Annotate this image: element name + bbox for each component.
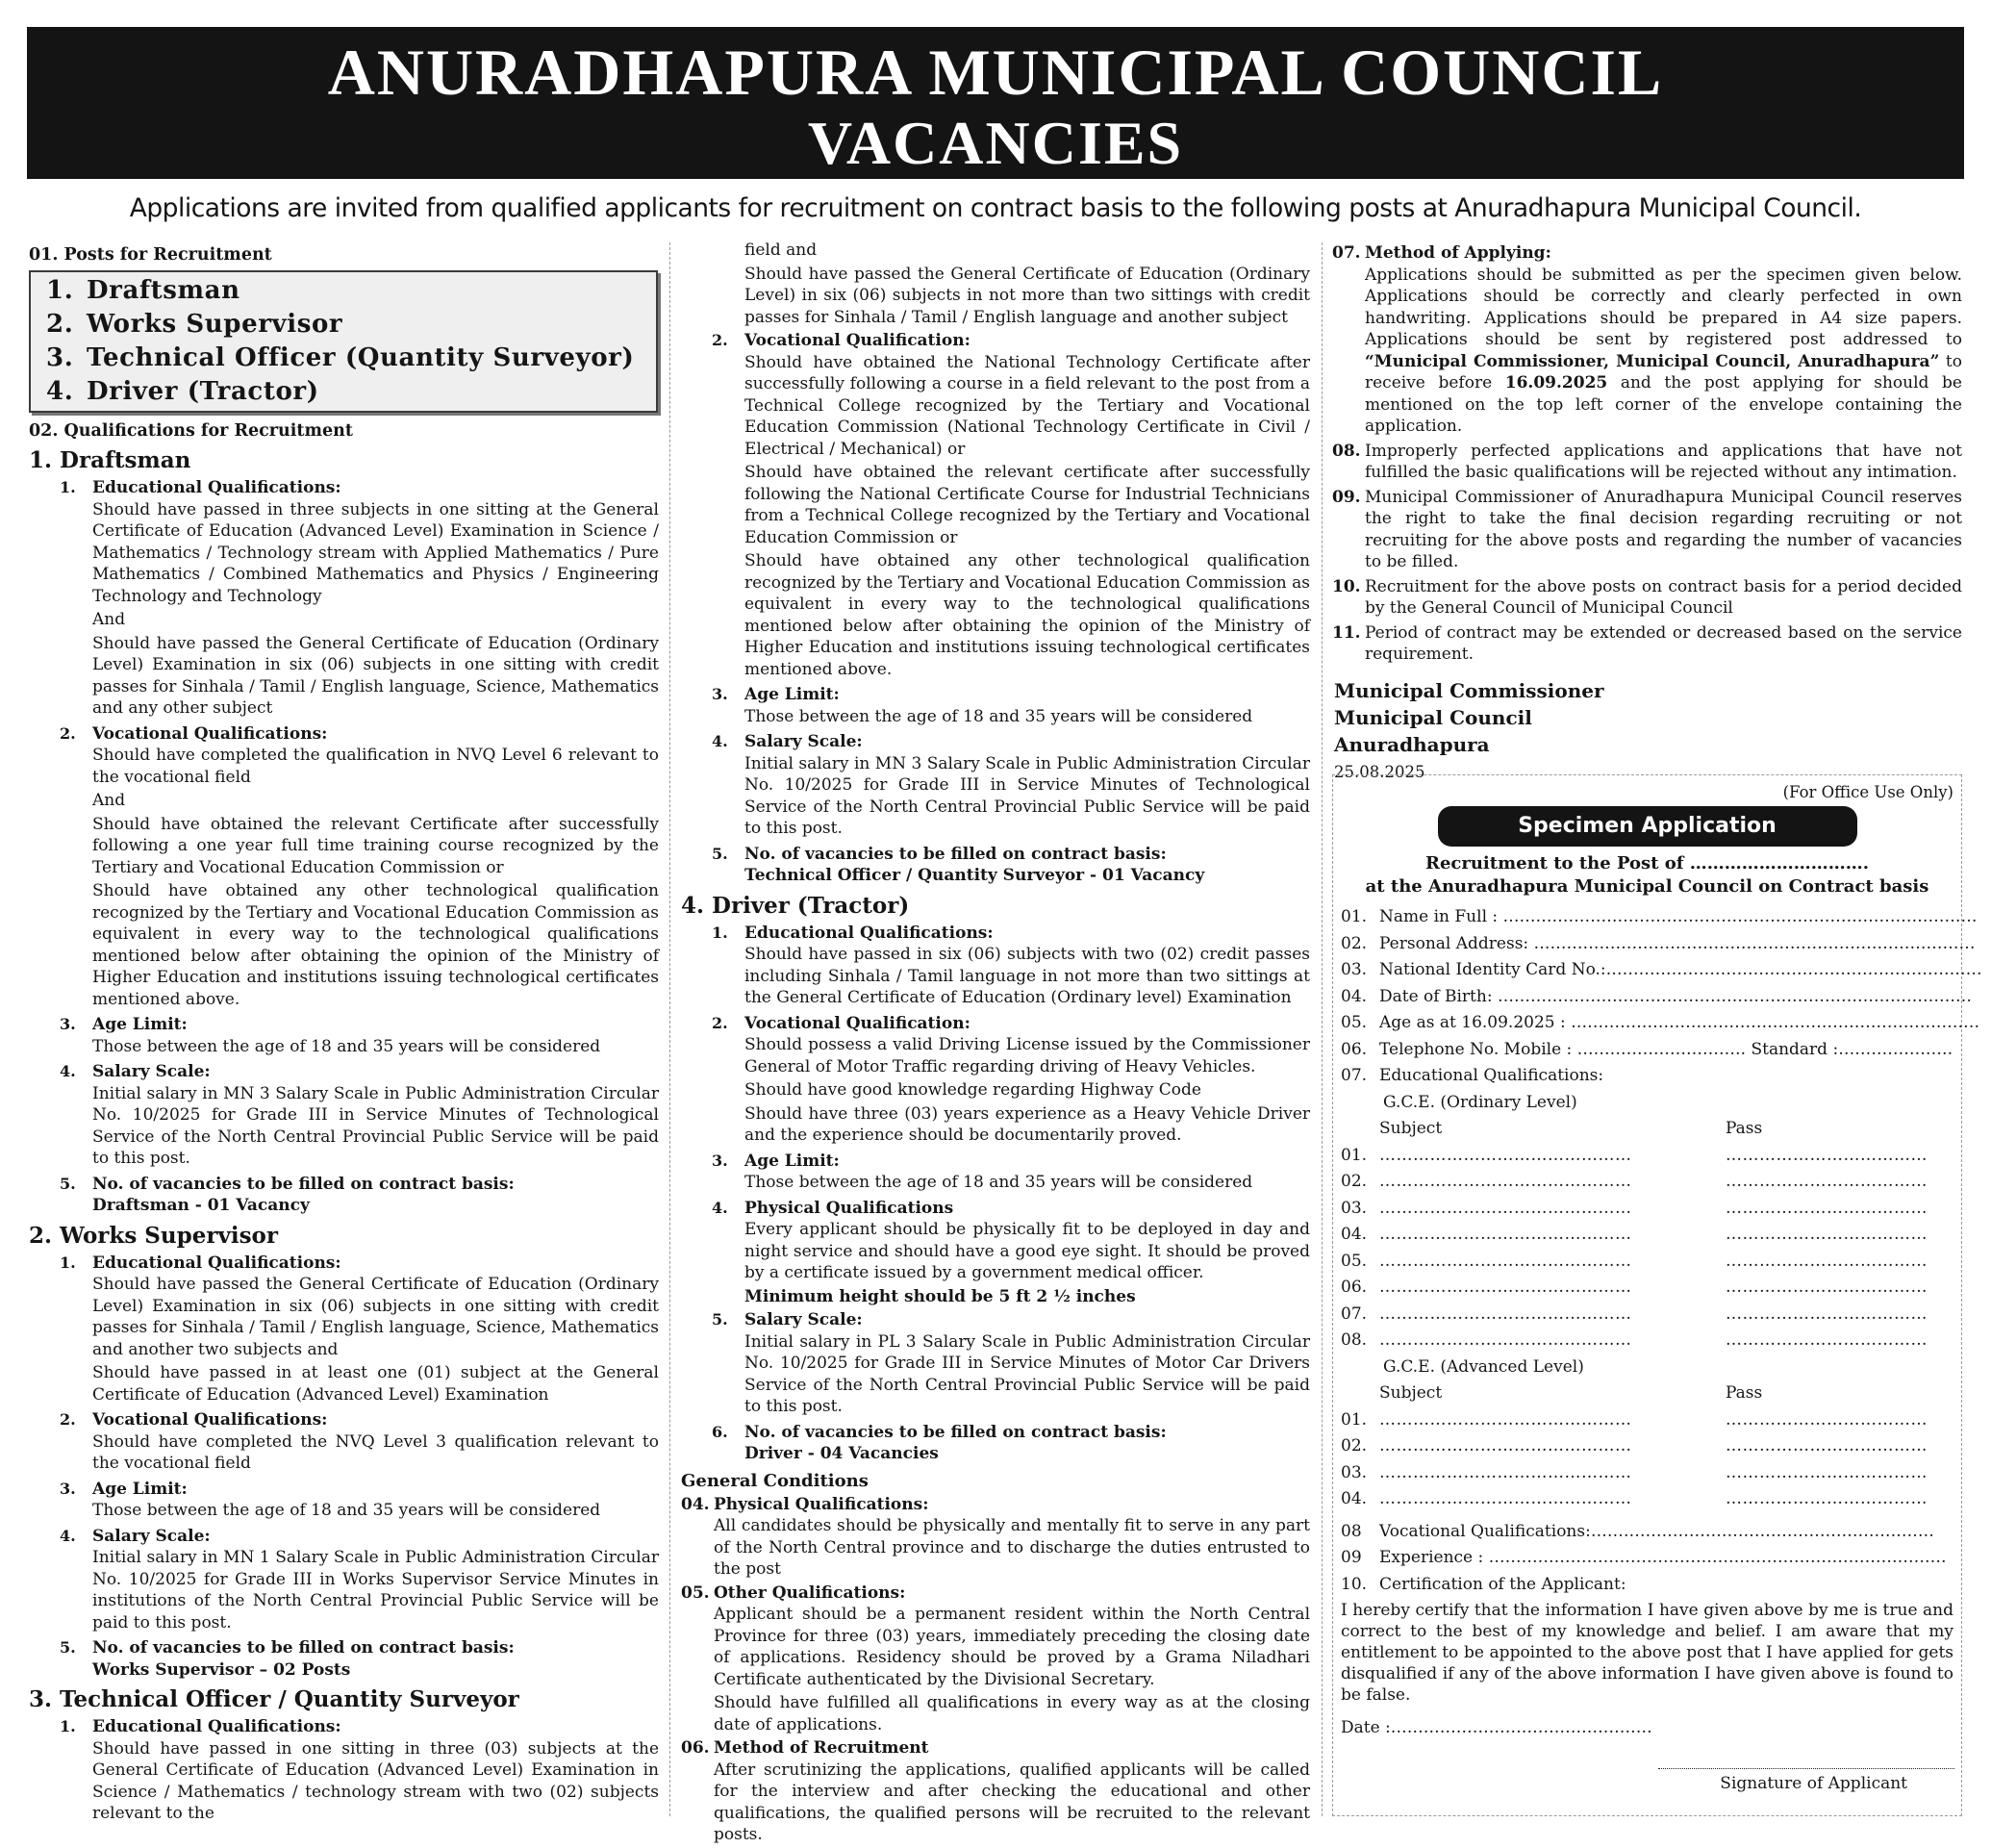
row-number: 04. (1341, 1225, 1368, 1244)
subject-dots: ……………………………………… (1379, 1251, 1632, 1271)
form-field[interactable] (1341, 1037, 1953, 1064)
subject-row[interactable] (1341, 1222, 1953, 1249)
row-number: 08. (1341, 1330, 1368, 1350)
form-field[interactable] (1341, 1010, 1980, 1037)
row-number: 03. (1341, 1198, 1368, 1218)
field-label: Telephone No. Mobile : …………………………. Standard :………………… (1379, 1039, 1953, 1059)
condition-10: 10. Recruitment for the above posts on contract basis for a period decided by the General Council of Municipal Council (1332, 576, 1962, 618)
pass-cell[interactable]: ……………………………… (1726, 1198, 1928, 1218)
row-number: 04. (1341, 1489, 1368, 1508)
pass-cell[interactable]: ……………………………… (1726, 1462, 1928, 1482)
qualifications-heading: 02. Qualifications for Recruitment (29, 421, 353, 441)
column-3 (1332, 242, 1962, 783)
general-conditions-heading: General Conditions (681, 1470, 869, 1491)
subject-dots: ……………………………………… (1379, 1198, 1632, 1218)
recruitment-council-line: at the Anuradhapura Municipal Council on Contract basis (1365, 876, 1929, 897)
certification-text: I hereby certify that the information I have given above by me is true and correct to the best of my knowledge and belief. I am aware that my entitlement to be appointed to the above post that I have applied for gets disqualified if any of the above information I have given above is found to be false. (1341, 1601, 1953, 1705)
draftsman-salary: 4. Salary Scale: Initial salary in MN 3 Salary Scale in Public Administration Circular No. 10/2025 for Grade III in Service Minutes of Technological Service of the North Central Provincial Public Service will be paid to this post. (60, 1062, 659, 1168)
tech-edu-cont: field and Should have passed the General Certificate of Education (Ordinary Level) in six (06) subjects in not more than two sittings with credit passes for Sinhala / Tamil / English language and another subject (744, 240, 1310, 327)
works-edu: 1. Educational Qualifications: Should have passed the General Certificate of Education (Ordinary Level) Examination in six (06) subjects in one sitting with credit passes for Sinhala / Tamil / English language, Science, Mathematics and another two subjects and Should have passed in at least one (01) subject at the General Certificate of Education (Advanced Level) Examination (60, 1253, 659, 1405)
post-item: 3. Technical Officer (Quantity Surveyor) (46, 343, 635, 372)
condition-08: 08. Improperly perfected applications and applications that have not fulfilled the basic qualifications will be rejected without any intimation. (1332, 441, 1962, 482)
field-label: Date of Birth: …………………………………………………………………………… (1379, 986, 1972, 1006)
subject-cell[interactable] (1341, 1328, 1726, 1354)
specimen-title: Specimen Application (1438, 806, 1857, 847)
subject-cell[interactable] (1341, 1460, 1726, 1487)
works-supervisor-heading: 2. Works Supervisor (29, 1222, 278, 1249)
pass-cell[interactable]: ……………………………… (1726, 1409, 1928, 1430)
column-divider-2 (1322, 242, 1323, 1816)
row-number: 05. (1341, 1251, 1368, 1271)
field-number: 02. (1341, 933, 1368, 953)
tech-edu: 1. Educational Qualifications: Should have passed in one sitting in three (03) subjects at the General Certificate of Education (Advanced Level) Examination in Science / Mathematics / technology stream with two (02) subjects relevant to the (60, 1717, 659, 1823)
driver-physical: 4. Physical Qualifications Every applicant should be physically fit to be deployed in day and night service and should have a good eye sight. It should be proved by a certificate issued by a government medical officer. Minimum height should be 5 ft 2 ½ inches (712, 1198, 1310, 1306)
al-table-header: Subject Pass (1379, 1383, 1763, 1403)
row-number: 01. (1341, 1409, 1368, 1430)
date-field[interactable]: Date :………………………………………… (1341, 1718, 1652, 1737)
subject-row[interactable] (1341, 1328, 1953, 1354)
subject-cell[interactable] (1341, 1143, 1726, 1170)
draftsman-edu: 1. Educational Qualifications: Should have passed in three subjects in one sitting at the General Certificate of Education (Advanced Level) Examination in Science / Mathematics / Technology stream with Applied Mathematics / Pure Mathematics / Combined Mathematics and Physics / Engineering Technology and Technology And Should have passed the General Certificate of Education (Ordinary Level) Examination in six (06) subjects in one sitting with credit passes for Sinhala / Tamil / English language, Science, Mathematics and any other subject (60, 478, 659, 718)
pass-cell[interactable]: ……………………………… (1726, 1278, 1928, 1297)
general-conditions: General Conditions 04. Physical Qualifications: All candidates should be physically and mentally fit to serve in any part of the North Central province and to discharge the duties entrusted to the post 05. Other Qualifications: Applicant should be a permanent resident within the North Central Province for three (03) years, immediately preceding the closing date of applications. Residency should be proved by a Grama Niladhari Certificate authenticated by the Divisional Secretary. Should have fulfilled all qualifications in every way as at the closing date of applications. 06. Method of Recruitment After scrutinizing the applications, qualified applicants will be called for the interview and after checking the educational and other qualifications, the qualified persons will be recruited to the relevant posts. (681, 1470, 1310, 1844)
draftsman-age: 3. Age Limit: Those between the age of 18 and 35 years will be considered (60, 1015, 601, 1056)
row-number: 02. (1341, 1172, 1368, 1191)
notice-date: 25.08.2025 (1334, 762, 1425, 781)
row-number: 06. (1341, 1278, 1368, 1297)
field-number: 05. (1341, 1013, 1368, 1032)
form-field[interactable] (1341, 984, 1972, 1011)
subject-cell[interactable] (1341, 1486, 1726, 1513)
pass-cell[interactable]: ……………………………… (1726, 1251, 1928, 1271)
pass-cell[interactable]: ……………………………… (1726, 1330, 1928, 1350)
row-number: 07. (1341, 1304, 1368, 1324)
field-number: 01. (1341, 907, 1368, 926)
method-of-applying: 07. Method of Applying: Applications should be submitted as per the specimen given below. Applications should be correctly and clearly perfected in own handwriting. Applications should be prepared in A4 size papers. Applications should be sent by registered post addressed to “Municipal Commissioner, Municipal Council, Anuradhapura” to receive before 16.09.2025 and the post applying for should be mentioned on the top left corner of the envelope containing the application. (1332, 243, 1962, 436)
subject-row[interactable] (1341, 1143, 1953, 1170)
tech-age: 3. Age Limit: Those between the age of 18 and 35 years will be considered (712, 685, 1253, 726)
field-label: Name in Full : …………………………………………………………………………… (1379, 907, 1978, 926)
form-field[interactable] (1341, 931, 1976, 958)
certification-heading: 10. Certification of the Applicant: (1341, 1574, 1626, 1594)
general-04: 04. Physical Qualifications: (681, 1494, 929, 1514)
subject-dots: ……………………………………… (1379, 1304, 1632, 1324)
post-item: 1. Draftsman (46, 276, 240, 305)
driver-vacancies: 6. No. of vacancies to be filled on contract basis: Driver - 04 Vacancies (712, 1422, 1167, 1463)
subject-row[interactable] (1341, 1302, 1953, 1329)
pass-cell[interactable]: ……………………………… (1726, 1225, 1928, 1244)
subject-cell[interactable] (1341, 1169, 1726, 1196)
works-salary: 4. Salary Scale: Initial salary in MN 1 Salary Scale in Public Administration Circular No. 10/2025 for Grade III in Works Supervisor Service Minutes in institutions of the North Central Provincial Public Service will be paid to this post. (60, 1526, 659, 1633)
row-number: 01. (1341, 1145, 1368, 1165)
subject-dots: ……………………………………… (1379, 1330, 1632, 1350)
posts-heading: 01. Posts for Recruitment (29, 245, 272, 265)
subject-dots: ……………………………………… (1379, 1489, 1632, 1508)
signature-label: Signature of Applicant (1720, 1773, 1907, 1793)
pass-cell[interactable]: ……………………………… (1726, 1489, 1928, 1508)
field-label: Educational Qualifications: (1379, 1066, 1604, 1085)
intro-text: Applications are invited from qualified applicants for recruitment on contract basis to the following posts at Anuradhapura Municipal Council. (129, 193, 1862, 223)
post-item: 2. Works Supervisor (46, 310, 343, 339)
subject-row[interactable] (1341, 1486, 1953, 1513)
pass-cell[interactable]: ……………………………… (1726, 1145, 1928, 1165)
form-field[interactable] (1341, 904, 1978, 931)
draftsman-heading: 1. Draftsman (29, 447, 191, 473)
row-number: 02. (1341, 1436, 1368, 1456)
general-06: 06. Method of Recruitment (681, 1738, 929, 1758)
field-number: 07. (1341, 1066, 1368, 1085)
technical-officer-heading: 3. Technical Officer / Quantity Surveyor (29, 1686, 519, 1712)
subject-dots: ……………………………………… (1379, 1172, 1632, 1191)
pass-cell[interactable]: ……………………………… (1726, 1304, 1928, 1324)
experience-field[interactable]: 09 Experience : ………………………………………………………………………… (1341, 1548, 1947, 1567)
vocational-field[interactable]: 08 Vocational Qualifications:……………………………………………………… (1341, 1521, 1934, 1541)
subject-dots: ……………………………………… (1379, 1225, 1632, 1244)
subject-row[interactable] (1341, 1249, 1953, 1276)
recruitment-post-line: Recruitment to the Post of …………………………. (1424, 853, 1870, 873)
driver-edu: 1. Educational Qualifications: Should have passed in six (06) subjects with two (02) credit passes including Sinhala / Tamil language in not more than two sittings at the General Certificate of Education (Ordinary level) Examination (712, 923, 1310, 1007)
condition-09: 09. Municipal Commissioner of Anuradhapura Municipal Council reserves the right to take the final decision regarding recruiting or not recruiting for the above posts and regarding the number of vacancies to be filled. (1332, 487, 1962, 571)
subject-row[interactable] (1341, 1196, 1953, 1223)
subject-cell[interactable] (1341, 1222, 1726, 1249)
subject-dots: ……………………………………… (1379, 1278, 1632, 1297)
subject-cell[interactable] (1341, 1407, 1726, 1434)
works-age: 3. Age Limit: Those between the age of 18 and 35 years will be considered (60, 1479, 601, 1520)
draftsman-vacancies: 5. No. of vacancies to be filled on contract basis: Draftsman - 01 Vacancy (60, 1174, 515, 1215)
field-label: National Identity Card No.:…………………………………………………………… (1379, 960, 1982, 979)
driver-voc: 2. Vocational Qualification: Should possess a valid Driving License issued by the Commissioner General of Motor Traffic regarding driving of Heavy Vehicles. Should have good knowledge regarding Highway Code Should have three (03) years experience as a Heavy Vehicle Driver and the experience should be documentarily proved. (712, 1013, 1310, 1145)
driver-salary: 5. Salary Scale: Initial salary in PL 3 Salary Scale in Public Administration Circular No. 10/2025 for Grade III in Service Minutes of Motor Car Drivers Service of the North Central Provincial Public Service will be paid to this post. (712, 1310, 1310, 1416)
posts-list (29, 270, 658, 413)
subject-cell[interactable] (1341, 1196, 1726, 1223)
header-banner (27, 27, 1964, 179)
driver-heading: 4. Driver (Tractor) (681, 892, 910, 919)
subject-row[interactable] (1341, 1433, 1953, 1460)
ol-table-header: Subject Pass (1379, 1119, 1763, 1138)
subject-cell[interactable] (1341, 1249, 1726, 1276)
form-field[interactable] (1341, 957, 1982, 984)
column-1 (29, 242, 659, 1827)
council-title: ANURADHAPURA MUNICIPAL COUNCIL (327, 36, 1664, 109)
specimen-application (1332, 774, 1982, 1816)
vacancies-title: VACANCIES (807, 109, 1184, 177)
works-voc: 2. Vocational Qualifications: Should have completed the NVQ Level 3 qualification relevant to the vocational field (60, 1410, 659, 1473)
subject-row[interactable] (1341, 1275, 1953, 1302)
column-divider-1 (669, 242, 670, 1816)
row-number: 03. (1341, 1462, 1368, 1482)
subject-row[interactable] (1341, 1407, 1953, 1434)
driver-age: 3. Age Limit: Those between the age of 18 and 35 years will be considered (712, 1151, 1253, 1192)
subject-cell[interactable] (1341, 1275, 1726, 1302)
post-item: 4. Driver (Tractor) (46, 377, 319, 406)
subject-dots: ……………………………………… (1379, 1145, 1632, 1165)
al-heading: G.C.E. (Advanced Level) (1383, 1356, 1584, 1377)
subject-dots: ……………………………………… (1379, 1462, 1632, 1482)
ol-heading: G.C.E. (Ordinary Level) (1383, 1092, 1577, 1112)
subject-row[interactable] (1341, 1169, 1953, 1196)
field-number: 03. (1341, 960, 1368, 979)
field-label: Personal Address: ……………………………………………………………………… (1379, 933, 1976, 953)
subject-cell[interactable] (1341, 1433, 1726, 1460)
tech-salary: 4. Salary Scale: Initial salary in MN 3 Salary Scale in Public Administration Circular No. 10/2025 for Grade III in Service Minutes of Technological Service of the North Central Provincial Public Service will be paid to this post. (712, 732, 1310, 838)
field-number: 04. (1341, 986, 1368, 1006)
office-use-label: (For Office Use Only) (1782, 783, 1953, 801)
column-2 (681, 242, 1310, 1848)
signatory: Municipal Commissioner Municipal Council Anuradhapura (1334, 678, 1604, 756)
general-05: 05. Other Qualifications: (681, 1582, 906, 1603)
tech-vacancies: 5. No. of vacancies to be filled on contract basis: Technical Officer / Quantity Surveyor - 01 Vacancy (712, 844, 1205, 885)
subject-row[interactable] (1341, 1460, 1953, 1487)
subject-dots: ……………………………………… (1379, 1436, 1632, 1456)
tech-voc: 2. Vocational Qualification: Should have obtained the National Technology Certificate after successfully following a course in a field relevant to the post from a Technical College recognized by the Tertiary and Vocational Education Commission (National Technology Certificate in Civil / Electrical / Mechanical) or Should have obtained the relevant certificate after successfully following the National Certificate Course for Industrial Technicians from a Technical College recognized by the Tertiary and Vocational Education Commission or Should have obtained any other technological qualification recognized by the Tertiary and Vocational Education Commission as equivalent in every way to the technological qualifications mentioned below after obtaining the opinion of the Ministry of Higher Education and institutions issuing technological certificates mentioned above. (712, 331, 1310, 679)
field-number: 06. (1341, 1039, 1368, 1059)
form-field[interactable] (1341, 1063, 1953, 1090)
draftsman-voc: 2. Vocational Qualifications: Should have completed the qualification in NVQ Level 6 relevant to the vocational field And Should have obtained the relevant Certificate after successfully following a one year full time training course recognized by the Tertiary and Vocational Education Commission or Should have obtained any other technological qualification recognized by the Tertiary and Vocational Education Commission as equivalent in every way to the technological qualifications mentioned below after obtaining the opinion of the Ministry of Higher Education and institutions issuing technological certificates mentioned above. (60, 723, 659, 1009)
condition-11: 11. Period of contract may be extended or decreased based on the service requirement. (1332, 622, 1962, 664)
pass-cell[interactable]: ……………………………… (1726, 1436, 1928, 1456)
subject-cell[interactable] (1341, 1302, 1726, 1329)
works-vacancies: 5. No. of vacancies to be filled on contract basis: Works Supervisor – 02 Posts (60, 1638, 515, 1680)
field-label: Age as at 16.09.2025 : ………………………………………………………………… (1379, 1013, 1980, 1032)
pass-cell[interactable]: ……………………………… (1726, 1172, 1928, 1191)
subject-dots: ……………………………………… (1379, 1409, 1632, 1430)
